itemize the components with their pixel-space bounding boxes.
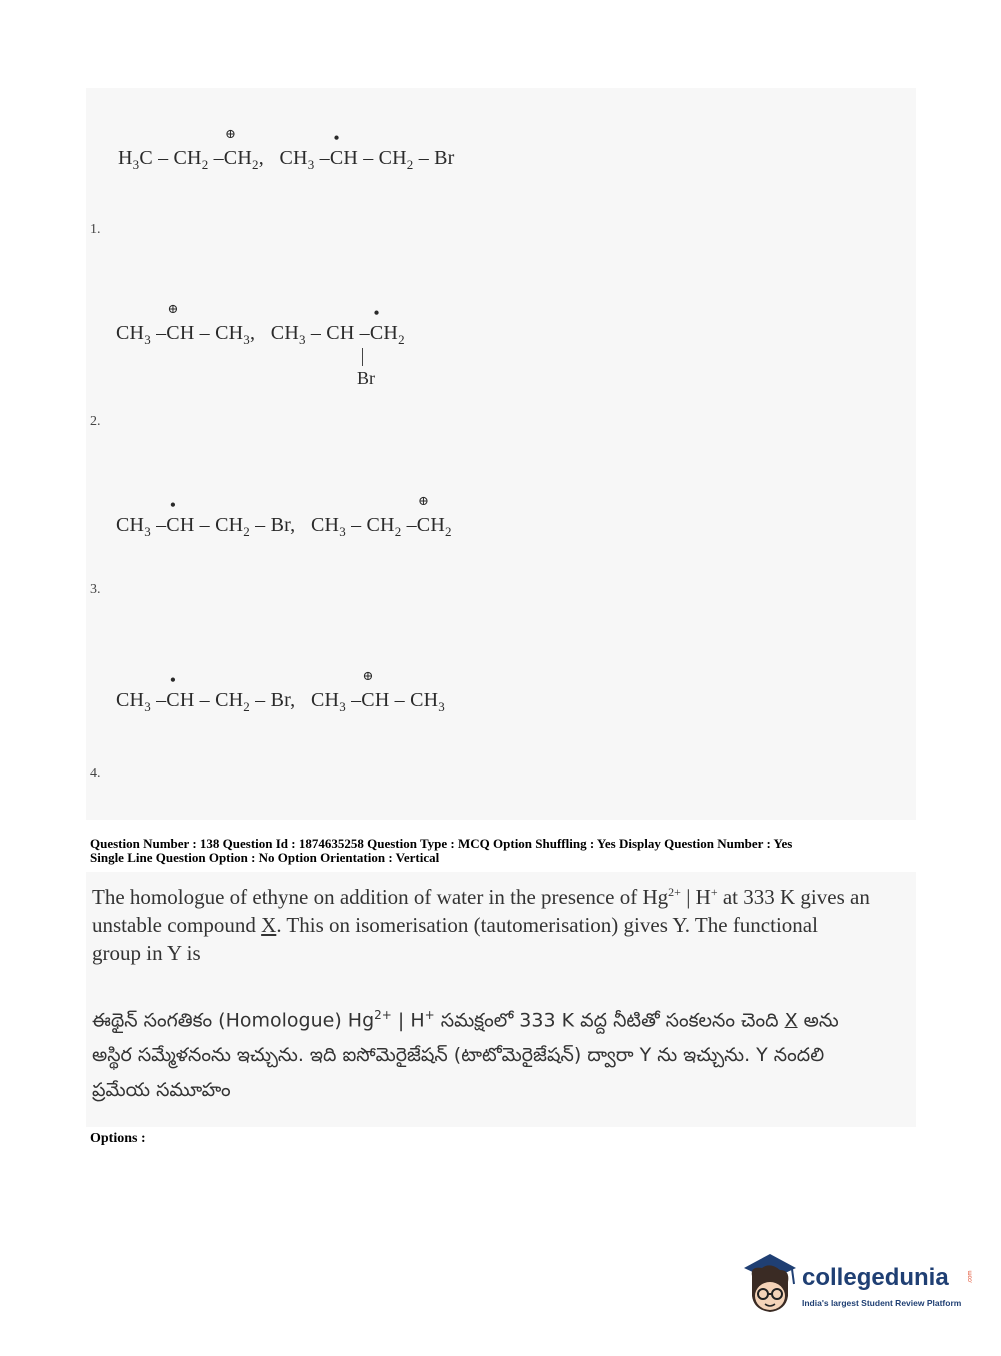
question-text-telugu: ఈథైన్ సంగతికం (Homologue) $Hg^{2+}$ | H+ సమక్షంలో 333 K వద్ద నీటితో సంకలనం చెంది X అను అస్థిర సమ్మేళనంను ఇచ్చును. ఇది ఐసోమెరైజేషన్ (టాటోమెరైజేషన్) ద్వారా Y ను ఇచ్చును. Y నందలి ప్రమేయ సమూహం [92,1008,839,1102]
question-text-english: The homologue of ethyne on addition of water in the presence of $Hg^{2+}$ | H+ at 333 K gives an unstable compound X. This on isomerisation (tautomerisation) gives Y. The functional group in Y is [92,885,870,965]
option-2-number: 2. [90,414,101,429]
question-meta-line-1: Question Number : 138 Question Id : 1874635258 Question Type : MCQ Option Shuffling : Yes Display Question Number : Yes [90,836,793,851]
branch-bond [362,348,363,366]
logo-tagline: India's largest Student Review Platform [802,1298,962,1308]
option-1-number: 1. [90,222,101,237]
option-3-number: 3. [90,582,101,597]
logo-domain: .com [967,1270,974,1284]
option-3-formula: $CH_3$ – • CH – $CH_2$ – Br, $CH_3 - CH_2$ – ⊕ $CH_2$ [116,493,452,539]
radical-dot: • [169,495,177,515]
carbocation-symbol: ⊕ [362,668,374,683]
option-4-formula: $CH_3$ – • CH – $CH_2$ – Br, $CH_3$ – ⊕ CH – $CH_3$ [116,668,445,714]
carbocation-symbol: ⊕ [418,493,430,508]
option-2-formula: $CH_3$ – ⊕ CH – $CH_3$, $CH_3$ – CH – • $CH_2$ [116,301,405,347]
logo-wordmark: collegedunia [802,1264,949,1291]
options-label: Options : [90,1131,146,1146]
question-meta-line-2: Single Line Question Option : No Option Orientation : Vertical [90,850,440,865]
radical-dot: • [333,128,340,148]
bromine-branch: Br [357,368,375,388]
radical-dot: • [169,670,177,690]
mascot-icon [740,1248,800,1320]
carbocation-symbol: ⊕ [167,301,179,316]
option-4-number: 4. [90,766,101,781]
collegedunia-logo [740,1248,974,1320]
carbocation-symbol: ⊕ [225,126,237,141]
radical-dot: • [373,303,380,323]
option-1-formula: $H_3C - CH_2$ – ⊕ $CH_2$, $CH_3$ – • CH – $CH_2$ – Br [118,126,455,172]
